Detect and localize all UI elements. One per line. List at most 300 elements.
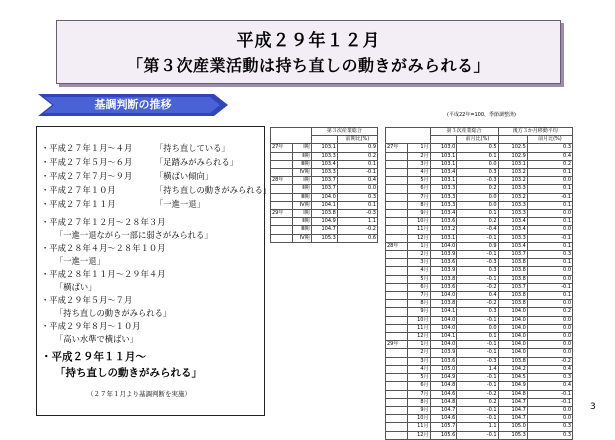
row-moving-average: 103.2 xyxy=(498,169,527,177)
row-index: 104.8 xyxy=(430,398,457,406)
row-index: 104.9 xyxy=(430,374,457,382)
row-mom-change: 0.2 xyxy=(457,185,498,193)
row-year xyxy=(386,406,408,414)
row-index: 103.4 xyxy=(430,210,457,218)
row-moving-average: 104.0 xyxy=(498,316,527,324)
row-ma-change: 0.1 xyxy=(527,259,572,267)
quarterly-table xyxy=(270,127,378,243)
row-year xyxy=(386,226,408,234)
table-row xyxy=(271,226,378,234)
row-moving-average: 104.9 xyxy=(498,382,527,390)
row-index: 104.7 xyxy=(311,226,337,234)
row-ma-change: 0.3 xyxy=(527,423,572,431)
judgment-text: 「一進一退」 xyxy=(55,256,105,266)
table-row xyxy=(386,382,573,390)
row-mom-change: 0.3 xyxy=(457,267,498,275)
row-moving-average: 103.8 xyxy=(498,259,527,267)
row-quarter: Ⅲ期 xyxy=(292,160,311,168)
row-year xyxy=(271,169,293,177)
row-ma-change: 0.2 xyxy=(527,160,572,168)
row-month: 12月 xyxy=(408,431,430,439)
row-index: 103.8 xyxy=(430,275,457,283)
row-index: 104.1 xyxy=(430,308,457,316)
row-moving-average: 104.7 xyxy=(498,406,527,414)
row-month: 3月 xyxy=(408,357,430,365)
row-ma-change: 0.0 xyxy=(527,333,572,341)
row-moving-average: 103.3 xyxy=(498,234,527,242)
row-moving-average: 104.0 xyxy=(498,333,527,341)
row-month: 8月 xyxy=(408,300,430,308)
monthly-sub-header-mom: 前月比(%) xyxy=(457,136,498,144)
row-moving-average: 102.5 xyxy=(498,144,527,152)
table-row xyxy=(271,193,378,201)
row-ma-change: 0.1 xyxy=(527,185,572,193)
row-month: 7月 xyxy=(408,193,430,201)
row-mom-change: -0.2 xyxy=(457,390,498,398)
row-index: 103.6 xyxy=(430,259,457,267)
row-moving-average: 103.8 xyxy=(498,292,527,300)
row-ma-change: 0.4 xyxy=(527,152,572,160)
judgment-period: ・平成２８年４月～２８年１０月 xyxy=(41,243,166,253)
row-month: 9月 xyxy=(408,210,430,218)
row-year xyxy=(386,316,408,324)
row-mom-change: -0.1 xyxy=(457,406,498,414)
row-month: 3月 xyxy=(408,259,430,267)
row-year xyxy=(386,259,408,267)
row-moving-average: 103.3 xyxy=(498,210,527,218)
judgment-text: 「高い水準で横ばい」 xyxy=(55,334,138,344)
row-ma-change: 0.1 xyxy=(527,169,572,177)
row-year: 29年 xyxy=(271,210,293,218)
row-month: 10月 xyxy=(408,218,430,226)
row-index: 104.7 xyxy=(430,406,457,414)
table-row xyxy=(386,390,573,398)
table-row xyxy=(386,226,573,234)
row-year xyxy=(271,218,293,226)
judgment-period: ・平成２７年７月～９月 xyxy=(41,171,133,181)
row-year xyxy=(271,185,293,193)
row-mom-change: 0.0 xyxy=(457,160,498,168)
table-row xyxy=(271,218,378,226)
table-row xyxy=(271,234,378,242)
row-mom-change: 0.2 xyxy=(457,398,498,406)
row-year xyxy=(271,152,293,160)
row-index: 105.7 xyxy=(430,423,457,431)
row-mom-change: 1.1 xyxy=(457,423,498,431)
row-moving-average: 104.0 xyxy=(498,349,527,357)
table-row xyxy=(386,423,573,431)
quarterly-sub-header: 前期比(%) xyxy=(337,136,377,144)
table-row xyxy=(386,365,573,373)
row-index: 103.6 xyxy=(430,283,457,291)
row-change: 0.3 xyxy=(337,193,377,201)
table-row xyxy=(386,185,573,193)
table-header-blank xyxy=(311,136,337,144)
table-row xyxy=(386,267,573,275)
row-ma-change: 0.3 xyxy=(527,144,572,152)
row-ma-change: 0.0 xyxy=(527,406,572,414)
row-index: 103.9 xyxy=(430,349,457,357)
row-moving-average: 103.2 xyxy=(498,177,527,185)
row-ma-change: 0.0 xyxy=(527,226,572,234)
judgment-text: 「足踏みがみられる」 xyxy=(155,157,238,167)
row-mom-change: -0.1 xyxy=(457,251,498,259)
row-moving-average: 104.0 xyxy=(498,341,527,349)
row-ma-change: -0.1 xyxy=(527,193,572,201)
row-quarter: Ⅰ期 xyxy=(292,177,311,185)
row-ma-change: 0.0 xyxy=(527,316,572,324)
row-ma-change: 0.1 xyxy=(527,292,572,300)
row-index: 105.6 xyxy=(430,431,457,439)
row-mom-change: 0.3 xyxy=(457,169,498,177)
unit-note: (平成22年=100、季節調整済) xyxy=(447,112,516,118)
row-change: 0.1 xyxy=(337,160,377,168)
table-row xyxy=(386,160,573,168)
judgment-period: ・平成２７年１１月 xyxy=(41,199,116,209)
row-year xyxy=(386,431,408,439)
row-month: 10月 xyxy=(408,316,430,324)
row-ma-change: 0.1 xyxy=(527,201,572,209)
judgment-period: ・平成２７年１０月 xyxy=(41,185,116,195)
row-moving-average: 103.8 xyxy=(498,275,527,283)
row-ma-change: 0.3 xyxy=(527,251,572,259)
row-month: 12月 xyxy=(408,333,430,341)
row-mom-change: -0.1 xyxy=(457,374,498,382)
row-mom-change: -0.3 xyxy=(457,177,498,185)
row-index: 104.0 xyxy=(430,324,457,332)
row-moving-average: 104.8 xyxy=(498,390,527,398)
row-year xyxy=(386,275,408,283)
table-row xyxy=(386,234,573,242)
row-year xyxy=(386,349,408,357)
table-row xyxy=(271,177,378,185)
row-ma-change: 0.0 xyxy=(527,324,572,332)
row-change: 0.0 xyxy=(337,185,377,193)
row-ma-change: 0.2 xyxy=(527,308,572,316)
judgment-text: 「持ち直しの動きがみられる」 xyxy=(155,185,272,195)
row-mom-change: 0.0 xyxy=(457,324,498,332)
row-year xyxy=(271,160,293,168)
row-year xyxy=(386,415,408,423)
table-row xyxy=(386,251,573,259)
row-year xyxy=(271,193,293,201)
row-change: 1.1 xyxy=(337,218,377,226)
row-year xyxy=(386,308,408,316)
row-quarter: Ⅳ期 xyxy=(292,169,311,177)
row-mom-change: -0.3 xyxy=(457,259,498,267)
row-moving-average: 104.7 xyxy=(498,415,527,423)
row-index: 104.9 xyxy=(311,218,337,226)
row-year xyxy=(386,267,408,275)
row-year xyxy=(386,365,408,373)
judgment-period: ・平成２９年８月～１０月 xyxy=(41,321,141,331)
row-index: 103.8 xyxy=(430,300,457,308)
table-row xyxy=(386,292,573,300)
row-moving-average: 103.8 xyxy=(498,300,527,308)
row-year xyxy=(386,390,408,398)
row-quarter: Ⅱ期 xyxy=(292,218,311,226)
row-mom-change: 0.1 xyxy=(457,333,498,341)
row-mom-change: -0.3 xyxy=(457,357,498,365)
row-moving-average: 105.0 xyxy=(498,423,527,431)
monthly-ma-header: 後方３か月移動平均 xyxy=(498,128,572,136)
row-moving-average: 104.0 xyxy=(498,308,527,316)
row-month: 6月 xyxy=(408,283,430,291)
row-mom-change: 0.9 xyxy=(457,242,498,250)
row-ma-change: 0.0 xyxy=(527,267,572,275)
judgment-text: 「横ばい」 xyxy=(55,282,97,292)
row-month: 9月 xyxy=(408,308,430,316)
table-row xyxy=(386,242,573,250)
row-month: 5月 xyxy=(408,275,430,283)
row-year xyxy=(386,160,408,168)
table-row xyxy=(271,152,378,160)
row-moving-average: 103.8 xyxy=(498,267,527,275)
row-month: 2月 xyxy=(408,152,430,160)
row-quarter: Ⅱ期 xyxy=(292,185,311,193)
row-year xyxy=(386,193,408,201)
monthly-col-header: 第３次産業総合 xyxy=(430,128,498,136)
row-index: 103.6 xyxy=(430,218,457,226)
row-index: 103.7 xyxy=(311,177,337,185)
row-index: 103.4 xyxy=(430,169,457,177)
row-moving-average: 103.4 xyxy=(498,218,527,226)
table-row xyxy=(386,144,573,152)
row-ma-change: -0.2 xyxy=(527,357,572,365)
table-row xyxy=(386,259,573,267)
row-year xyxy=(386,374,408,382)
row-ma-change: 0.4 xyxy=(527,365,572,373)
row-index: 103.1 xyxy=(430,160,457,168)
table-row xyxy=(386,324,573,332)
row-month: 11月 xyxy=(408,324,430,332)
table-row xyxy=(386,333,573,341)
row-year: 27年 xyxy=(386,144,408,152)
table-row xyxy=(386,349,573,357)
judgment-period: ・平成２７年１月～４月 xyxy=(41,143,133,153)
table-row xyxy=(386,177,573,185)
judgment-period: ・平成２８年１１月～２９年４月 xyxy=(41,269,166,279)
row-index: 103.1 xyxy=(430,152,457,160)
row-change: -0.3 xyxy=(337,210,377,218)
row-month: 8月 xyxy=(408,201,430,209)
table-row xyxy=(271,169,378,177)
row-ma-change: -0.1 xyxy=(527,283,572,291)
table-row xyxy=(386,308,573,316)
row-index: 104.1 xyxy=(311,201,337,209)
row-year xyxy=(386,357,408,365)
row-index: 103.1 xyxy=(311,144,337,152)
row-quarter: Ⅲ期 xyxy=(292,193,311,201)
table-header-blank xyxy=(430,136,457,144)
table-row xyxy=(386,406,573,414)
row-mom-change: 0.1 xyxy=(457,210,498,218)
row-index: 105.3 xyxy=(311,234,337,242)
row-mom-change: -0.1 xyxy=(457,316,498,324)
row-year: 27年 xyxy=(271,144,293,152)
row-year xyxy=(386,218,408,226)
row-month: 11月 xyxy=(408,423,430,431)
table-corner xyxy=(386,128,431,144)
table-row xyxy=(386,169,573,177)
row-index: 103.3 xyxy=(311,152,337,160)
row-year xyxy=(386,234,408,242)
row-ma-change: 0.0 xyxy=(527,177,572,185)
title-box xyxy=(56,20,561,84)
table-row xyxy=(271,160,378,168)
row-year xyxy=(386,177,408,185)
row-year xyxy=(271,234,293,242)
row-index: 104.0 xyxy=(430,341,457,349)
row-mom-change: -0.1 xyxy=(457,341,498,349)
row-moving-average: 103.7 xyxy=(498,251,527,259)
row-month: 5月 xyxy=(408,177,430,185)
judgment-period: ・平成２９年５月～７月 xyxy=(41,295,133,305)
row-change: 0.4 xyxy=(337,177,377,185)
row-index: 103.3 xyxy=(430,193,457,201)
row-month: 6月 xyxy=(408,382,430,390)
row-mom-change: -0.1 xyxy=(457,415,498,423)
row-year xyxy=(386,152,408,160)
row-year xyxy=(386,382,408,390)
row-month: 4月 xyxy=(408,365,430,373)
row-month: 8月 xyxy=(408,398,430,406)
judgment-history-box xyxy=(36,126,272,416)
row-month: 1月 xyxy=(408,341,430,349)
row-ma-change: 0.0 xyxy=(527,275,572,283)
row-ma-change: 0.1 xyxy=(527,242,572,250)
row-ma-change: 0.3 xyxy=(527,431,572,439)
table-row xyxy=(386,415,573,423)
page-subtitle: 「第３次産業活動は持ち直しの動きがみられる」 xyxy=(126,56,490,75)
row-month: 6月 xyxy=(408,185,430,193)
row-ma-change: 0.0 xyxy=(527,341,572,349)
page-title: 平成２９年１２月 xyxy=(236,31,381,51)
table-row xyxy=(386,283,573,291)
row-ma-change: 0.0 xyxy=(527,210,572,218)
row-month: 5月 xyxy=(408,374,430,382)
row-index: 104.0 xyxy=(430,292,457,300)
row-year xyxy=(386,324,408,332)
row-ma-change: -0.1 xyxy=(527,398,572,406)
row-year xyxy=(386,210,408,218)
row-mom-change: 0.2 xyxy=(457,218,498,226)
row-month: 2月 xyxy=(408,251,430,259)
row-quarter: Ⅱ期 xyxy=(292,152,311,160)
row-index: 103.2 xyxy=(430,226,457,234)
row-index: 103.3 xyxy=(430,201,457,209)
row-month: 3月 xyxy=(408,160,430,168)
row-year: 28年 xyxy=(271,177,293,185)
row-mom-change: 1.4 xyxy=(457,365,498,373)
row-year xyxy=(386,398,408,406)
table-row xyxy=(386,357,573,365)
judgment-period: ・平成２７年１２月～２８年３月 xyxy=(41,217,166,227)
row-moving-average: 104.5 xyxy=(498,374,527,382)
table-row xyxy=(386,193,573,201)
row-month: 4月 xyxy=(408,267,430,275)
row-index: 104.6 xyxy=(430,390,457,398)
banner-label: 基調判断の推移 xyxy=(94,98,172,111)
row-year xyxy=(386,300,408,308)
row-moving-average: 103.3 xyxy=(498,201,527,209)
row-change: -0.1 xyxy=(337,169,377,177)
table-row xyxy=(386,374,573,382)
judgment-period: ・平成２７年５月～６月 xyxy=(41,157,133,167)
row-moving-average: 103.4 xyxy=(498,242,527,250)
row-quarter: Ⅰ期 xyxy=(292,144,311,152)
table-header-blank xyxy=(498,136,527,144)
row-month: 12月 xyxy=(408,234,430,242)
row-index: 103.9 xyxy=(430,267,457,275)
table-row xyxy=(386,152,573,160)
row-change: -0.2 xyxy=(337,226,377,234)
row-year xyxy=(271,226,293,234)
row-month: 7月 xyxy=(408,292,430,300)
row-year xyxy=(386,251,408,259)
row-quarter: Ⅳ期 xyxy=(292,201,311,209)
row-moving-average: 104.2 xyxy=(498,365,527,373)
row-mom-change: 0.0 xyxy=(457,193,498,201)
row-year: 28年 xyxy=(386,242,408,250)
current-judgment-text: 「持ち直しの動きがみられる」 xyxy=(55,367,202,379)
row-ma-change: 0.1 xyxy=(527,218,572,226)
row-moving-average: 103.2 xyxy=(498,193,527,201)
row-change: 0.6 xyxy=(337,234,377,242)
row-index: 103.9 xyxy=(430,251,457,259)
row-index: 103.1 xyxy=(430,177,457,185)
row-mom-change: 0.1 xyxy=(457,152,498,160)
table-row xyxy=(386,431,573,439)
row-ma-change: -0.1 xyxy=(527,234,572,242)
table-row xyxy=(386,398,573,406)
row-change: 0.9 xyxy=(337,144,377,152)
row-index: 104.1 xyxy=(430,333,457,341)
row-moving-average: 104.0 xyxy=(498,324,527,332)
row-quarter: Ⅳ期 xyxy=(292,234,311,242)
table-row xyxy=(271,185,378,193)
row-year xyxy=(386,283,408,291)
row-moving-average: 105.3 xyxy=(498,431,527,439)
row-mom-change: -0.1 xyxy=(457,275,498,283)
row-index: 104.0 xyxy=(311,193,337,201)
row-mom-change: -0.1 xyxy=(457,234,498,242)
row-mom-change: 0.3 xyxy=(457,308,498,316)
quarterly-col-header: 第３次産業総合 xyxy=(311,128,377,136)
row-ma-change: 0.0 xyxy=(527,300,572,308)
row-quarter: Ⅲ期 xyxy=(292,226,311,234)
row-mom-change: 0.4 xyxy=(457,292,498,300)
row-index: 103.3 xyxy=(430,185,457,193)
row-index: 104.8 xyxy=(430,382,457,390)
judgment-text: 「横ばい傾向」 xyxy=(155,171,214,181)
table-row xyxy=(386,218,573,226)
row-month: 11月 xyxy=(408,226,430,234)
row-mom-change: 0.5 xyxy=(457,144,498,152)
table-row xyxy=(386,210,573,218)
row-moving-average: 103.8 xyxy=(498,357,527,365)
row-year xyxy=(386,423,408,431)
row-month: 4月 xyxy=(408,169,430,177)
row-index: 104.0 xyxy=(430,242,457,250)
row-index: 103.8 xyxy=(311,210,337,218)
row-quarter: Ⅰ期 xyxy=(292,210,311,218)
judgment-banner xyxy=(38,92,228,118)
row-index: 104.0 xyxy=(430,316,457,324)
table-row xyxy=(386,316,573,324)
judgment-text: 「持ち直しの動きがみられる」 xyxy=(55,308,172,318)
table-row xyxy=(271,144,378,152)
